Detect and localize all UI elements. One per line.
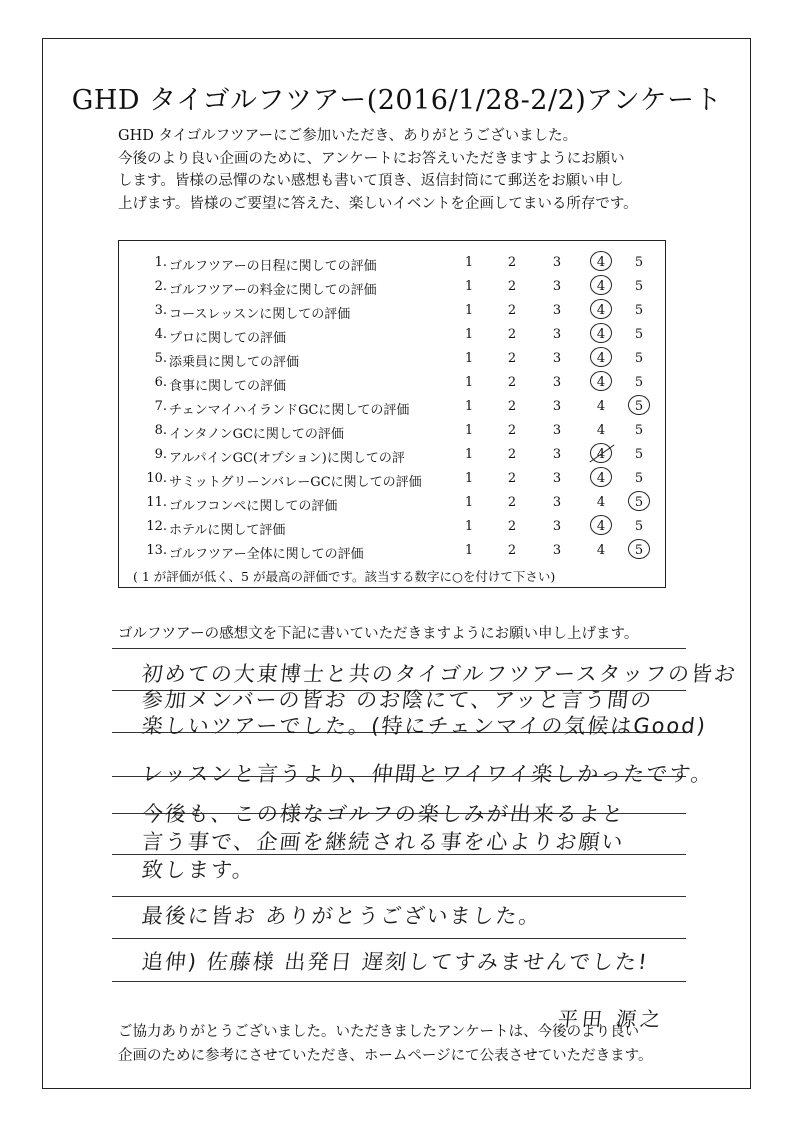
comment-area <box>112 648 739 1008</box>
score-option[interactable]: 2 <box>507 375 517 390</box>
question-row <box>119 347 665 371</box>
score-option[interactable]: 5 <box>634 351 644 366</box>
question-text: 食事に関しての評価 <box>169 379 287 394</box>
score-option[interactable]: 1 <box>464 471 474 486</box>
score-option[interactable]: 2 <box>507 519 517 534</box>
handwritten-line: 楽しいツアーでした。(特にチェンマイの気候はGood) <box>140 714 709 738</box>
selected-circle-mark <box>628 539 650 559</box>
question-number: 3. <box>154 303 167 318</box>
handwritten-line: 今後も、この様なゴルフの楽しみが出来るよと <box>140 802 627 826</box>
score-option[interactable]: 4 <box>596 327 606 342</box>
score-option[interactable]: 1 <box>464 327 474 342</box>
score-option[interactable]: 2 <box>507 471 517 486</box>
score-option[interactable]: 3 <box>552 303 562 318</box>
score-option[interactable]: 4 <box>596 375 606 390</box>
question-row <box>119 395 665 419</box>
selected-circle-mark <box>590 443 612 463</box>
handwritten-line: 追伸) 佐藤様 出発日 遅刻してすみませんでした! <box>140 950 650 974</box>
score-option[interactable]: 1 <box>464 399 474 414</box>
score-option[interactable]: 1 <box>464 255 474 270</box>
handwritten-line: 言う事で、企画を継続される事を心よりお願い <box>140 830 626 854</box>
question-number: 4. <box>154 327 167 342</box>
intro-paragraph <box>118 125 718 215</box>
question-number: 7. <box>154 399 167 414</box>
score-option[interactable]: 5 <box>634 303 644 318</box>
question-text: ホテルに関して評価 <box>169 523 286 538</box>
score-option[interactable]: 2 <box>507 495 517 510</box>
question-row <box>119 371 665 395</box>
score-option[interactable]: 4 <box>596 279 606 294</box>
score-option[interactable]: 1 <box>464 375 474 390</box>
score-option[interactable]: 3 <box>552 399 562 414</box>
question-text: ゴルフツアー全体に関しての評価 <box>169 547 364 562</box>
score-option[interactable]: 1 <box>464 495 474 510</box>
score-option[interactable]: 3 <box>552 543 562 558</box>
selected-circle-mark <box>590 251 612 271</box>
question-number: 8. <box>154 423 167 438</box>
score-option[interactable]: 3 <box>552 327 562 342</box>
selected-circle-mark <box>628 395 650 415</box>
score-option[interactable]: 3 <box>552 471 562 486</box>
score-option[interactable]: 3 <box>552 447 562 462</box>
score-option[interactable]: 2 <box>507 327 517 342</box>
score-option[interactable]: 2 <box>507 351 517 366</box>
closing-line: ご協力ありがとうございました。いただきましたアンケートは、今後のより良い <box>118 1024 640 1040</box>
question-row <box>119 251 665 275</box>
score-option[interactable]: 1 <box>464 447 474 462</box>
score-option[interactable]: 3 <box>552 423 562 438</box>
score-option[interactable]: 5 <box>634 375 644 390</box>
score-option[interactable]: 5 <box>634 495 644 510</box>
selected-circle-mark <box>590 347 612 367</box>
question-number: 13. <box>146 543 167 558</box>
score-option[interactable]: 4 <box>596 303 606 318</box>
intro-line: します。皆様の忌憚のない感想も書いて頂き、返信封筒にて郵送をお願い申し <box>118 173 624 189</box>
selected-circle-mark <box>590 467 612 487</box>
score-option[interactable]: 2 <box>507 255 517 270</box>
question-text: コースレッスンに関しての評価 <box>169 307 351 322</box>
intro-line: 今後のより良い企画のために、アンケートにお答えいただきますようにお願い <box>118 150 625 167</box>
question-text: ゴルフツアーの料金に関しての評価 <box>169 283 377 298</box>
score-option[interactable]: 4 <box>596 519 606 534</box>
score-option[interactable]: 3 <box>552 375 562 390</box>
score-option[interactable]: 5 <box>634 471 644 486</box>
question-number: 5. <box>154 351 167 366</box>
question-text: ゴルフツアーの日程に関しての評価 <box>169 259 377 274</box>
score-option[interactable]: 1 <box>464 519 474 534</box>
question-number: 2. <box>154 279 167 294</box>
question-text: 添乗員に関しての評価 <box>169 355 300 370</box>
score-option[interactable]: 2 <box>507 279 517 294</box>
selected-circle-mark <box>628 491 650 511</box>
score-option[interactable]: 3 <box>552 519 562 534</box>
score-option[interactable]: 5 <box>634 519 644 534</box>
score-option[interactable]: 5 <box>634 543 644 558</box>
selected-circle-mark <box>590 275 612 295</box>
question-number: 9. <box>154 447 167 462</box>
score-option[interactable]: 4 <box>596 351 606 366</box>
question-number: 11. <box>146 495 167 510</box>
rating-table <box>118 240 666 588</box>
question-number: 10. <box>146 471 167 486</box>
score-option[interactable]: 2 <box>507 543 517 558</box>
selected-circle-mark <box>590 323 612 343</box>
page-title: GHD タイゴルフツアー(2016/1/28-2/2)アンケート <box>71 85 723 116</box>
signature: 平田 源之 <box>556 1007 666 1031</box>
selected-circle-mark <box>590 515 612 535</box>
score-option[interactable]: 1 <box>464 423 474 438</box>
question-row <box>119 443 665 467</box>
score-option[interactable]: 5 <box>634 255 644 270</box>
score-option[interactable]: 1 <box>464 543 474 558</box>
score-option[interactable]: 5 <box>634 327 644 342</box>
score-option[interactable]: 5 <box>634 399 644 414</box>
question-text: サミットグリーンバレーGCに関しての評価 <box>169 475 422 490</box>
score-option[interactable]: 5 <box>634 423 644 438</box>
score-option[interactable]: 3 <box>552 279 562 294</box>
score-option[interactable]: 2 <box>507 399 517 414</box>
question-text: ゴルフコンペに関しての評価 <box>169 499 338 514</box>
question-row <box>119 419 665 443</box>
score-option[interactable]: 3 <box>552 351 562 366</box>
score-option[interactable]: 5 <box>634 447 644 462</box>
intro-line: 上げます。皆様のご要望に答えた、楽しいイベントを企画してまいる所存です。 <box>118 195 638 212</box>
handwritten-line: 初めての大東博士と共のタイゴルフツアースタッフの皆お <box>140 662 739 686</box>
score-option[interactable]: 4 <box>596 423 606 438</box>
ruled-line <box>112 981 686 982</box>
handwritten-line: 致します。 <box>140 858 257 882</box>
score-option[interactable]: 1 <box>464 279 474 294</box>
score-option[interactable]: 4 <box>596 495 606 510</box>
question-text: チェンマイハイランドGCに関しての評価 <box>169 403 410 418</box>
selected-circle-mark <box>590 299 612 319</box>
score-option[interactable]: 3 <box>552 255 562 270</box>
comment-request: ゴルフツアーの感想文を下記に書いていただきますようにお願い申し上げます。 <box>118 626 639 642</box>
handwritten-line: レッスンと言うより、仲間とワイワイ楽しかったです。 <box>140 762 716 786</box>
question-row <box>119 467 665 491</box>
score-option[interactable]: 5 <box>634 279 644 294</box>
question-number: 12. <box>146 519 167 534</box>
question-row <box>119 299 665 323</box>
intro-line: GHD タイゴルフツアーにご参加いただき、ありがとうございました。 <box>118 128 578 144</box>
handwritten-line: 参加メンバーの皆お のお陰にて、アッと言う間の <box>140 688 655 712</box>
score-option[interactable]: 3 <box>552 495 562 510</box>
question-row <box>119 539 665 563</box>
score-option[interactable]: 2 <box>507 303 517 318</box>
score-option[interactable]: 4 <box>596 543 606 558</box>
question-text: インタノンGCに関しての評価 <box>169 427 344 442</box>
score-option[interactable]: 2 <box>507 423 517 438</box>
question-text: プロに関しての評価 <box>169 331 287 346</box>
question-row <box>119 515 665 539</box>
score-option[interactable]: 4 <box>596 399 606 414</box>
question-text: アルパインGC(オプション)に関しての評 <box>169 451 405 466</box>
question-row <box>119 323 665 347</box>
score-option[interactable]: 4 <box>596 471 606 486</box>
question-row <box>119 491 665 515</box>
ruled-line <box>112 648 686 649</box>
ruled-line <box>112 938 686 939</box>
handwritten-line: 最後に皆お ありがとうございました。 <box>140 904 543 928</box>
question-row <box>119 275 665 299</box>
ruled-line <box>112 896 686 897</box>
closing-paragraph <box>118 1020 652 1068</box>
question-number: 1. <box>154 255 167 270</box>
score-option[interactable]: 1 <box>464 303 474 318</box>
selected-circle-mark <box>590 371 612 391</box>
closing-line: 企画のために参考にさせていただき、ホームページにて公表させていただきます。 <box>118 1048 653 1064</box>
rating-note: ( 1 が評価が低く、5 が最高の評価です。該当する数字に○を付けて下さい) <box>133 569 556 584</box>
score-option[interactable]: 1 <box>464 351 474 366</box>
score-option[interactable]: 4 <box>596 447 606 462</box>
question-number: 6. <box>154 375 167 390</box>
score-option[interactable]: 2 <box>507 447 517 462</box>
score-option[interactable]: 4 <box>596 255 606 270</box>
